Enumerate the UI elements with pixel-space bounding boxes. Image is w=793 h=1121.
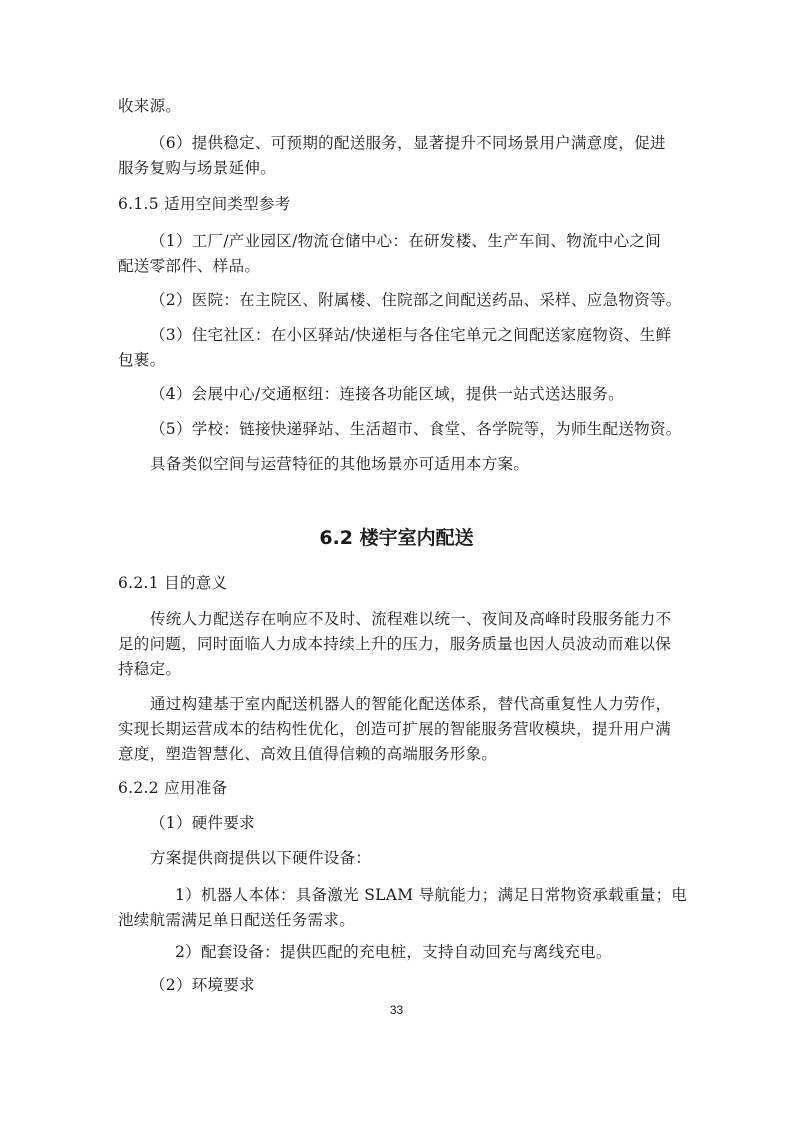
list-item: 2）配套设备：提供匹配的充电桩，支持自动回充与离线充电。 — [175, 943, 612, 961]
page-number: 33 — [389, 1003, 404, 1017]
list-item: 配送零部件、样品。 — [118, 257, 261, 275]
list-item: （4）会展中心/交通枢纽：连接各功能区域，提供一站式送达服务。 — [150, 385, 624, 403]
paragraph-line: 实现长期运营成本的结构性优化，创造可扩展的智能服务营收模块，提升用户满 — [118, 720, 672, 738]
paragraph-line: 服务复购与场景延伸。 — [118, 159, 277, 177]
paragraph-line: 通过构建基于室内配送机器人的智能化配送体系，替代高重复性人力劳作， — [150, 695, 672, 713]
subsection-heading: 6.2.2 应用准备 — [118, 779, 228, 797]
paragraph-line: 具备类似空间与运营特征的其他场景亦可适用本方案。 — [150, 455, 530, 473]
paragraph-line: 方案提供商提供以下硬件设备： — [150, 849, 372, 867]
list-item: 池续航需满足单日配送任务需求。 — [118, 911, 356, 929]
paragraph-line: （6）提供稳定、可预期的配送服务，显著提升不同场景用户满意度，促进 — [150, 134, 666, 152]
subsection-heading: 6.2.1 目的意义 — [118, 574, 228, 592]
list-item: （1）工厂/产业园区/物流仓储中心：在研发楼、生产车间、物流中心之间 — [150, 232, 662, 250]
list-item: （2）环境要求 — [150, 976, 255, 994]
paragraph-line: 足的问题，同时面临人力成本持续上升的压力，服务质量也因人员波动而难以保 — [118, 635, 672, 653]
section-heading: 6.2 楼宇室内配送 — [319, 527, 474, 549]
list-item: 1）机器人本体：具备激光 SLAM 导航能力；满足日常物资承载重量；电 — [175, 886, 688, 904]
subsection-heading: 6.1.5 适用空间类型参考 — [118, 195, 291, 213]
list-item: （3）住宅社区：在小区驿站/快递柜与各住宅单元之间配送家庭物资、生鲜 — [150, 326, 672, 344]
list-item: 包裹。 — [118, 351, 166, 369]
paragraph-line: 收来源。 — [118, 97, 182, 115]
paragraph-line: 持稳定。 — [118, 660, 182, 678]
list-item: （5）学校：链接快递驿站、生活超市、食堂、各学院等，为师生配送物资。 — [150, 420, 682, 438]
paragraph-line: 意度，塑造智慧化、高效且值得信赖的高端服务形象。 — [118, 745, 498, 763]
list-item: （2）医院：在主院区、附属楼、住院部之间配送药品、采样、应急物资等。 — [150, 291, 682, 309]
list-item: （1）硬件要求 — [150, 814, 255, 832]
paragraph-line: 传统人力配送存在响应不及时、流程难以统一、夜间及高峰时段服务能力不 — [150, 610, 672, 628]
